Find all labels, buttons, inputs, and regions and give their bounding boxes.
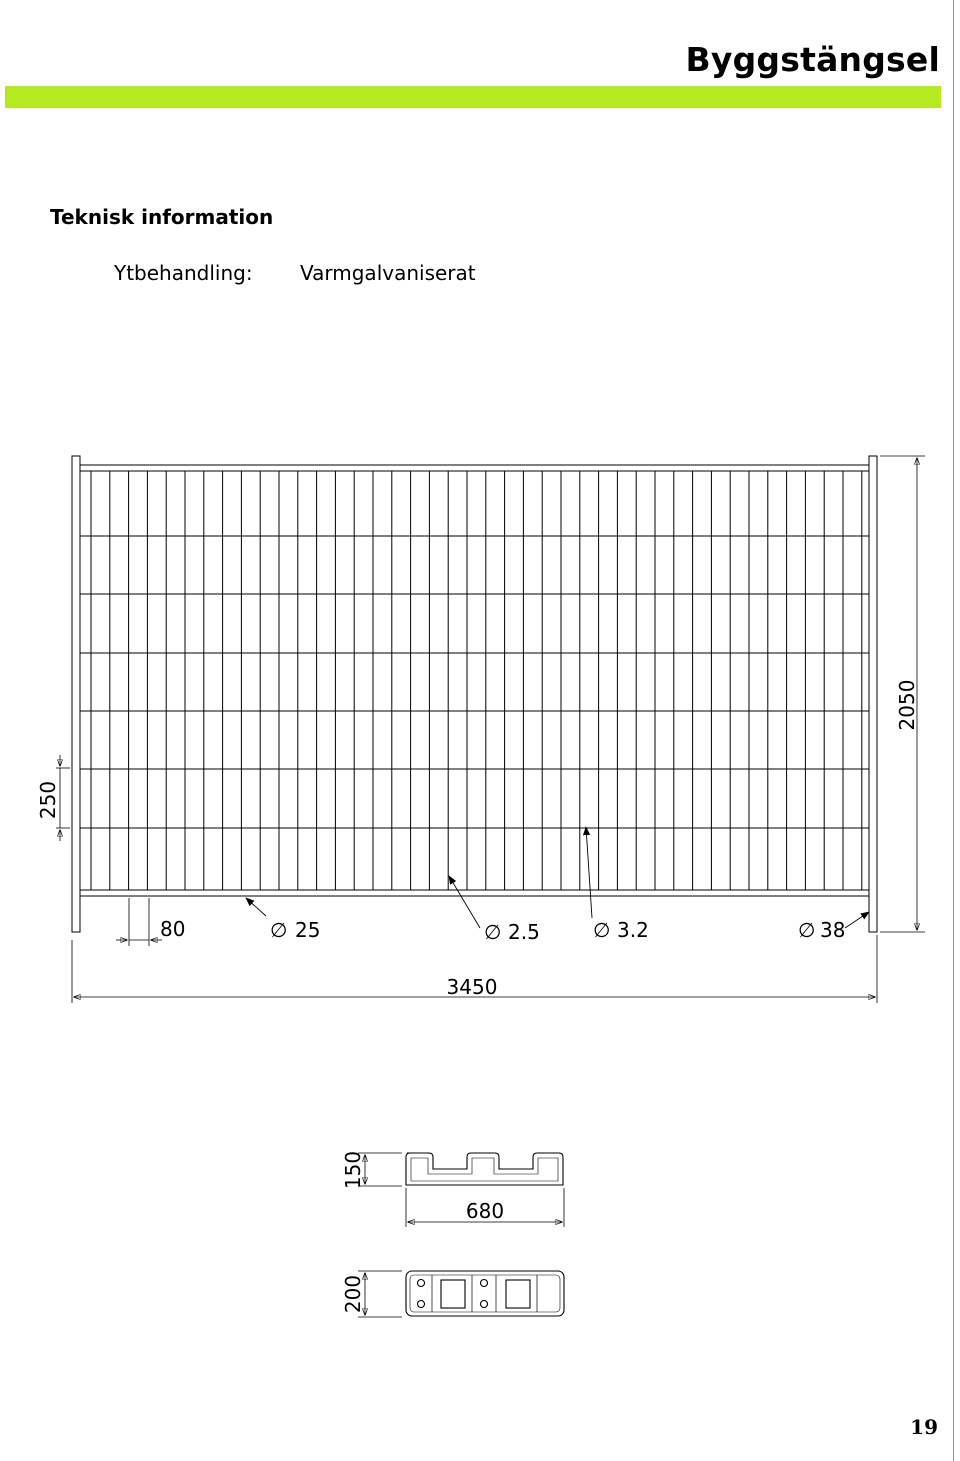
height-label: 2050 — [895, 679, 919, 731]
diameter-leaders — [246, 827, 869, 928]
diameter-symbol-3-2: ∅ — [593, 918, 611, 942]
page-title: Byggstängsel — [685, 40, 940, 79]
right-post — [869, 456, 877, 932]
diameter-symbol-38: ∅ — [798, 918, 816, 942]
mesh-height-label: 250 — [36, 780, 60, 820]
diameter-value-2-5: 2.5 — [508, 920, 540, 944]
diameter-value-25: 25 — [295, 918, 321, 942]
diameter-symbol-2-5: ∅ — [484, 920, 502, 944]
top-tube — [80, 465, 869, 471]
post-socket-1 — [441, 1280, 465, 1308]
foot-width-label: 200 — [341, 1274, 365, 1314]
foot-length-label: 680 — [465, 1199, 505, 1223]
foot-side-view — [406, 1153, 563, 1185]
diameter-value-38: 38 — [820, 918, 846, 942]
page-number: 19 — [910, 1415, 938, 1439]
diameter-value-3-2: 3.2 — [617, 918, 649, 942]
mesh-width-label: 80 — [160, 917, 186, 941]
mesh-horizontals — [80, 536, 869, 828]
foot-top-view — [406, 1271, 564, 1316]
left-post — [72, 456, 80, 932]
fence-panel — [72, 456, 877, 932]
mesh-verticals — [91, 471, 862, 890]
spec-label-surface-treatment: Ytbehandling: — [114, 261, 253, 285]
section-heading: Teknisk information — [50, 205, 274, 229]
width-label: 3450 — [446, 975, 498, 999]
spec-value-surface-treatment: Varmgalvaniserat — [300, 261, 476, 285]
post-socket-2 — [506, 1280, 530, 1308]
diameter-symbol-25: ∅ — [270, 918, 288, 942]
mesh-width-dimension — [116, 898, 162, 946]
foot-height-label: 150 — [341, 1150, 365, 1190]
bottom-tube — [80, 890, 869, 896]
